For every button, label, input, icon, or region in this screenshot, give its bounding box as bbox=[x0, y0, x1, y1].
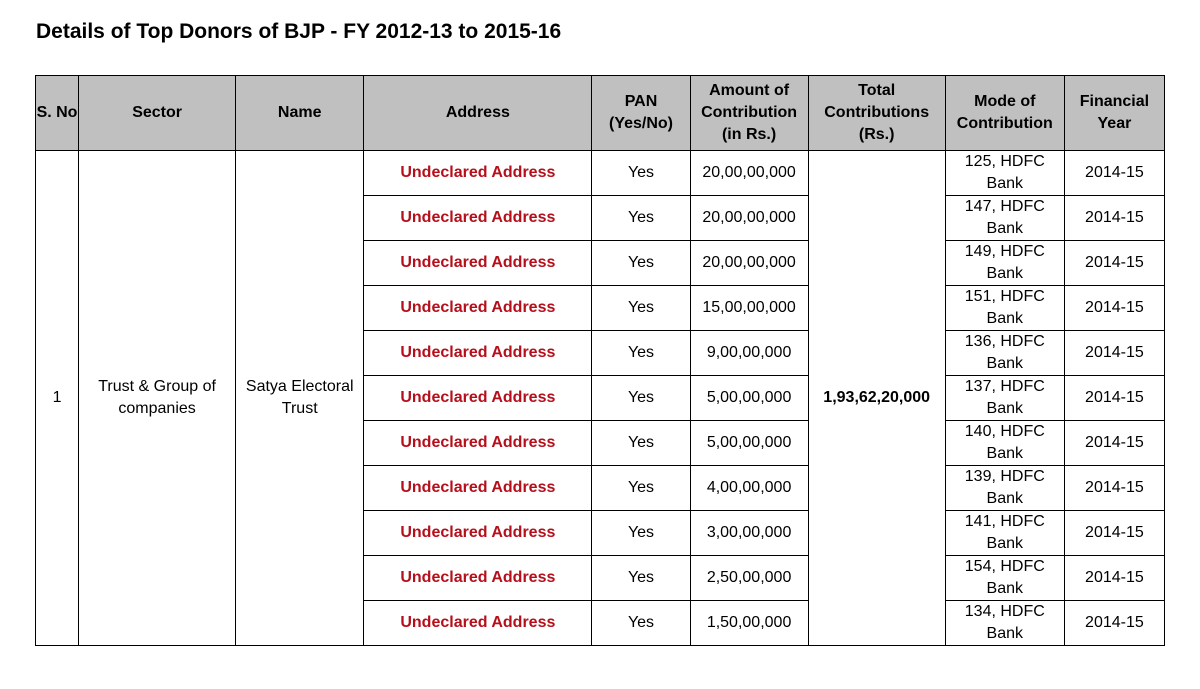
mode-cell: 134, HDFC Bank bbox=[945, 601, 1064, 646]
amount-value: 20,00,00,000 bbox=[702, 253, 796, 271]
amount-cell bbox=[690, 376, 808, 421]
amount-cell bbox=[690, 151, 808, 196]
amount-value: 2,50,00,000 bbox=[706, 568, 792, 586]
pan-cell: Yes bbox=[592, 241, 690, 286]
donor-sector: Trust & Group of companies bbox=[79, 151, 236, 646]
amount-value: 3,00,00,000 bbox=[706, 523, 792, 541]
mode-cell: 136, HDFC Bank bbox=[945, 331, 1064, 376]
address-cell: Undeclared Address bbox=[364, 286, 592, 331]
year-cell: 2014-15 bbox=[1064, 196, 1164, 241]
mode-cell: 125, HDFC Bank bbox=[945, 151, 1064, 196]
mode-cell: 137, HDFC Bank bbox=[945, 376, 1064, 421]
mode-cell: 140, HDFC Bank bbox=[945, 421, 1064, 466]
mode-cell: 149, HDFC Bank bbox=[945, 241, 1064, 286]
header-sno: S. No bbox=[36, 76, 79, 151]
amount-cell bbox=[690, 466, 808, 511]
amount-value: 5,00,00,000 bbox=[706, 388, 792, 406]
header-row bbox=[36, 76, 1165, 151]
donor-total: 1,93,62,20,000 bbox=[808, 151, 945, 646]
mode-cell: 151, HDFC Bank bbox=[945, 286, 1064, 331]
amount-cell bbox=[690, 196, 808, 241]
header-total: Total Contributions (Rs.) bbox=[808, 76, 945, 151]
pan-cell: Yes bbox=[592, 331, 690, 376]
donors-table bbox=[35, 75, 1165, 646]
header-year: Financial Year bbox=[1064, 76, 1164, 151]
year-cell: 2014-15 bbox=[1064, 241, 1164, 286]
amount-value: 15,00,00,000 bbox=[702, 298, 796, 316]
pan-cell: Yes bbox=[592, 601, 690, 646]
amount-cell bbox=[690, 286, 808, 331]
amount-value: 20,00,00,000 bbox=[702, 208, 796, 226]
pan-cell: Yes bbox=[592, 376, 690, 421]
pan-cell: Yes bbox=[592, 421, 690, 466]
year-cell: 2014-15 bbox=[1064, 556, 1164, 601]
address-cell: Undeclared Address bbox=[364, 241, 592, 286]
amount-value: 1,50,00,000 bbox=[706, 613, 792, 631]
pan-cell: Yes bbox=[592, 556, 690, 601]
amount-cell bbox=[690, 421, 808, 466]
amount-cell bbox=[690, 331, 808, 376]
year-cell: 2014-15 bbox=[1064, 376, 1164, 421]
amount-value: 20,00,00,000 bbox=[702, 163, 796, 181]
amount-cell bbox=[690, 511, 808, 556]
header-mode: Mode of Contribution bbox=[945, 76, 1064, 151]
year-cell: 2014-15 bbox=[1064, 331, 1164, 376]
year-cell: 2014-15 bbox=[1064, 511, 1164, 556]
amount-value: 5,00,00,000 bbox=[706, 433, 792, 451]
page-title: Details of Top Donors of BJP - FY 2012-13 to 2015-16 bbox=[36, 20, 562, 43]
donor-name: Satya Electoral Trust bbox=[236, 151, 364, 646]
mode-cell: 154, HDFC Bank bbox=[945, 556, 1064, 601]
pan-cell: Yes bbox=[592, 466, 690, 511]
pan-cell: Yes bbox=[592, 511, 690, 556]
header-address: Address bbox=[364, 76, 592, 151]
address-cell: Undeclared Address bbox=[364, 196, 592, 241]
header-amount: Amount of Contribution (in Rs.) bbox=[690, 76, 808, 151]
year-cell: 2014-15 bbox=[1064, 466, 1164, 511]
year-cell: 2014-15 bbox=[1064, 421, 1164, 466]
address-cell: Undeclared Address bbox=[364, 421, 592, 466]
amount-value: 4,00,00,000 bbox=[706, 478, 792, 496]
address-cell: Undeclared Address bbox=[364, 556, 592, 601]
mode-cell: 147, HDFC Bank bbox=[945, 196, 1064, 241]
address-cell: Undeclared Address bbox=[364, 376, 592, 421]
year-cell: 2014-15 bbox=[1064, 601, 1164, 646]
address-cell: Undeclared Address bbox=[364, 331, 592, 376]
header-name: Name bbox=[236, 76, 364, 151]
header-pan: PAN (Yes/No) bbox=[592, 76, 690, 151]
amount-cell bbox=[690, 556, 808, 601]
table-row bbox=[36, 151, 1165, 196]
amount-cell bbox=[690, 601, 808, 646]
address-cell: Undeclared Address bbox=[364, 151, 592, 196]
address-cell: Undeclared Address bbox=[364, 601, 592, 646]
pan-cell: Yes bbox=[592, 196, 690, 241]
year-cell: 2014-15 bbox=[1064, 151, 1164, 196]
address-cell: Undeclared Address bbox=[364, 466, 592, 511]
donor-sno: 1 bbox=[36, 151, 79, 646]
mode-cell: 139, HDFC Bank bbox=[945, 466, 1064, 511]
pan-cell: Yes bbox=[592, 286, 690, 331]
year-cell: 2014-15 bbox=[1064, 286, 1164, 331]
pan-cell: Yes bbox=[592, 151, 690, 196]
amount-cell bbox=[690, 241, 808, 286]
mode-cell: 141, HDFC Bank bbox=[945, 511, 1064, 556]
amount-value: 9,00,00,000 bbox=[706, 343, 792, 361]
address-cell: Undeclared Address bbox=[364, 511, 592, 556]
header-sector: Sector bbox=[79, 76, 236, 151]
